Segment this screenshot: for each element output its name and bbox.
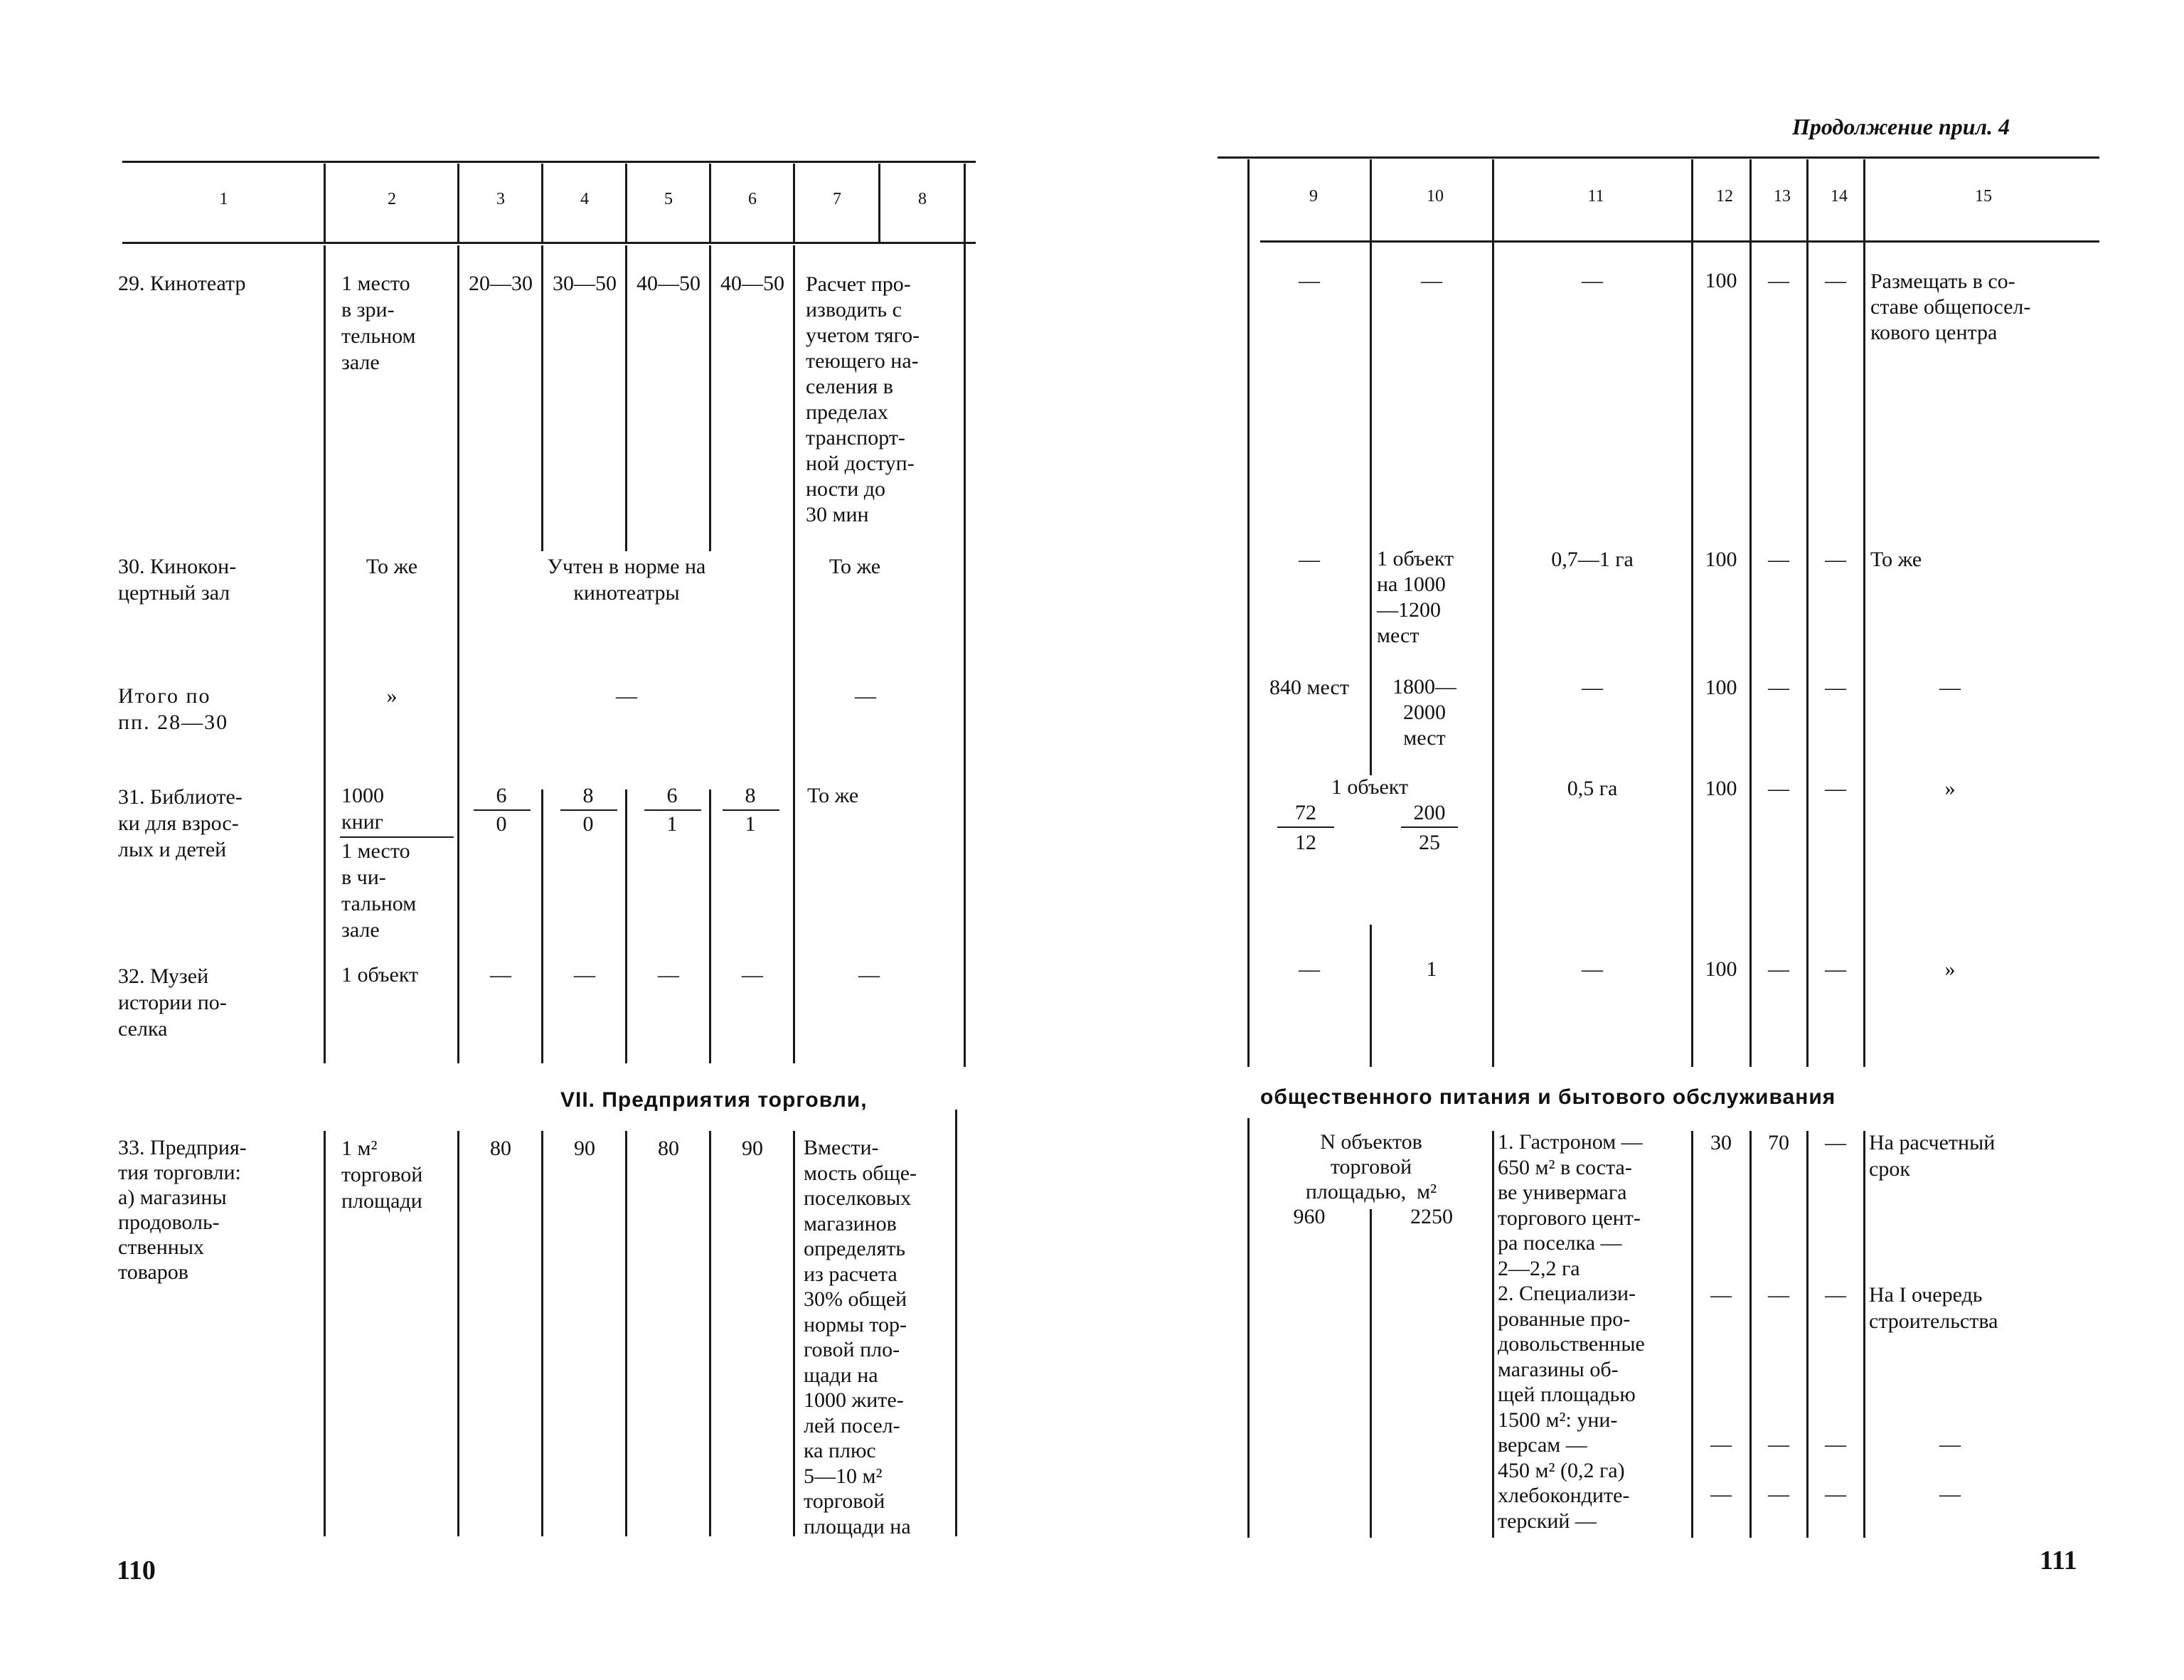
rule <box>324 1131 326 1536</box>
r33b-c14: — <box>1825 1283 1846 1307</box>
row31-note: То же <box>807 784 859 807</box>
row31-c3-den: 0 <box>496 812 507 836</box>
col-header-13: 13 <box>1774 187 1791 206</box>
r31-c14: — <box>1825 777 1846 800</box>
col-header-14: 14 <box>1831 187 1848 206</box>
row29-c5: 40—50 <box>636 272 701 295</box>
rule <box>1492 925 1494 1067</box>
total-c9: 840 мест <box>1269 676 1349 699</box>
rule <box>793 245 795 1063</box>
row29-c4: 30—50 <box>553 272 617 295</box>
r29-c11: — <box>1582 269 1603 292</box>
col-header-9: 9 <box>1309 187 1318 206</box>
rule <box>625 164 627 242</box>
rule <box>955 1110 957 1536</box>
col-header-5: 5 <box>664 190 673 208</box>
total-c14: — <box>1825 676 1846 699</box>
table-header-rule <box>122 242 976 244</box>
rule <box>878 164 880 242</box>
row31-c3-num: 6 <box>496 784 507 807</box>
r31-c11: 0,5 га <box>1567 777 1618 800</box>
row32-c5: — <box>658 963 679 987</box>
r32-c11: — <box>1582 957 1603 981</box>
rule <box>1863 159 1865 1067</box>
r33c-c13: — <box>1768 1432 1789 1456</box>
col-header-8: 8 <box>918 190 927 208</box>
row33-note: Вмести- мость обще- поселковых магазинов определять из расчета 30% общей нормы тор- говой пло- щади на 1000 жите- лей посел- ка плюс 5—10 м² торговой площади на <box>804 1136 917 1538</box>
col-header-11: 11 <box>1587 187 1604 206</box>
rule <box>541 164 543 242</box>
r33-c12: 30 <box>1710 1131 1732 1154</box>
row31-name: 31. Библиоте- ки для взрос- лых и детей <box>118 785 243 861</box>
table-top-rule <box>1218 156 2099 159</box>
row32-note: — <box>858 963 880 987</box>
rule <box>1691 159 1693 1067</box>
row31-unit-top: 1000 книг <box>341 784 384 834</box>
row33-name: 33. Предприя- тия торговли: а) магазины продоволь- ственных товаров <box>118 1136 247 1284</box>
right-page <box>1095 0 2184 1680</box>
rule <box>1749 1131 1752 1538</box>
row31-c4-num: 8 <box>582 784 594 807</box>
r33-c9: 960 <box>1293 1205 1326 1228</box>
row33-c6: 90 <box>742 1137 763 1160</box>
col-header-4: 4 <box>580 190 589 208</box>
row33-unit: 1 м² торговой площади <box>341 1137 423 1213</box>
page-number-right: 111 <box>2040 1546 2077 1575</box>
section-title-left: VII. Предприятия торговли, <box>560 1088 868 1112</box>
row31-c6-num: 8 <box>745 784 756 807</box>
r30-c15: То же <box>1870 548 1922 571</box>
r30-c9: — <box>1299 548 1320 571</box>
row29-c6: 40—50 <box>720 272 784 295</box>
total-c15: — <box>1939 676 1961 699</box>
fraction-line <box>1277 826 1334 828</box>
total-note: — <box>855 684 876 708</box>
section-title-right: общественного питания и бытового обслуживания <box>1260 1085 1836 1109</box>
col-header-15: 15 <box>1975 187 1992 206</box>
row30-unit: То же <box>366 555 418 578</box>
rule <box>1806 159 1809 1067</box>
r33b-c12: — <box>1710 1283 1732 1307</box>
row32-name: 32. Музей истории по- селка <box>118 964 227 1041</box>
row29-c3: 20—30 <box>469 272 533 295</box>
row30-merged: Учтен в норме на кинотеатры <box>547 555 706 605</box>
r33-c10: 2250 <box>1410 1205 1453 1228</box>
col-header-1: 1 <box>219 190 228 208</box>
r29-c13: — <box>1768 269 1789 292</box>
r33-c15: На расчетный срок <box>1869 1131 1996 1181</box>
total-c12: 100 <box>1705 676 1737 699</box>
r31-c9-10-top: 1 объект <box>1331 775 1409 799</box>
row29-note: Расчет про- изводить с учетом тяго- теющего на- селения в пределах транспорт- ной доступ- ности до 30 мин <box>806 272 920 526</box>
r31-c12: 100 <box>1705 777 1737 800</box>
rule <box>625 790 627 1063</box>
r32-c13: — <box>1768 957 1789 981</box>
rule <box>709 1131 711 1536</box>
r32-c10: 1 <box>1426 957 1437 981</box>
rule <box>793 164 795 242</box>
rule <box>1806 1131 1809 1538</box>
total-merged: — <box>616 684 637 708</box>
r30-c14: — <box>1825 548 1846 571</box>
r33-c11: 1. Гастроном — 650 м² в соста- ве универмага торгового цент- ра поселка — 2—2,2 га 2. Специализи- рованные про- довольственные магазины об- щей площадью 1500 м²: уни- версам — 450 м² (0,2 га) хлебокондите- терский — <box>1498 1130 1645 1533</box>
r33b-c13: — <box>1768 1283 1789 1307</box>
r31-c13: — <box>1768 777 1789 800</box>
row32-c3: — <box>490 963 511 987</box>
total-c13: — <box>1768 676 1789 699</box>
row32-c4: — <box>574 963 595 987</box>
total-c10: 1800— 2000 мест <box>1392 675 1456 750</box>
col-header-10: 10 <box>1427 187 1444 206</box>
r30-c13: — <box>1768 548 1789 571</box>
r29-c14: — <box>1825 269 1846 292</box>
r31-c10-num: 200 <box>1413 801 1446 824</box>
r33d-c12: — <box>1710 1482 1732 1506</box>
r32-c14: — <box>1825 957 1846 981</box>
row29-unit: 1 место в зри- тельном зале <box>341 272 416 374</box>
r33b-c15: На I очередь строительства <box>1869 1283 1998 1333</box>
r30-c10: 1 объект на 1000 —1200 мест <box>1377 547 1454 647</box>
r31-c10-den: 25 <box>1419 831 1440 854</box>
table-top-rule <box>122 161 976 163</box>
row29-name: 29. Кинотеатр <box>118 272 246 295</box>
r33-c14: — <box>1825 1131 1846 1154</box>
total-c11: — <box>1582 676 1603 699</box>
row30-name: 30. Кинокон- цертный зал <box>118 555 237 605</box>
rule <box>457 245 459 1063</box>
rule <box>793 1131 795 1536</box>
rule <box>1370 925 1372 1067</box>
table-header-rule <box>1260 240 2099 243</box>
row31-c5-num: 6 <box>666 784 678 807</box>
r31-c9-den: 12 <box>1295 831 1316 854</box>
row30-note: То же <box>829 555 881 578</box>
r29-c12: 100 <box>1705 269 1737 292</box>
row31-unit-bottom: 1 место в чи- тальном зале <box>341 839 417 942</box>
rule <box>1749 159 1752 1067</box>
col-header-12: 12 <box>1716 187 1733 206</box>
r31-c9-num: 72 <box>1295 801 1316 824</box>
rule <box>1247 159 1250 1067</box>
rule <box>1247 1118 1250 1538</box>
col-header-3: 3 <box>496 190 505 208</box>
rule <box>1492 1131 1494 1538</box>
r31-c15: » <box>1944 777 1956 800</box>
col-header-7: 7 <box>833 190 841 208</box>
row31-c6-den: 1 <box>745 812 756 836</box>
row31-c4-den: 0 <box>582 812 594 836</box>
rule <box>625 1131 627 1536</box>
rule <box>1370 159 1372 240</box>
running-header: Продолжение прил. 4 <box>1792 114 2010 139</box>
r33c-c14: — <box>1825 1432 1846 1456</box>
r30-c11: 0,7—1 га <box>1551 548 1634 571</box>
r33d-c15: — <box>1939 1482 1961 1506</box>
r33d-c14: — <box>1825 1482 1846 1506</box>
r30-c12: 100 <box>1705 548 1737 571</box>
r29-c15: Размещать в со- ставе общепосел- кового центра <box>1870 270 2031 344</box>
r33c-c15: — <box>1939 1432 1961 1456</box>
total-name: Итого по пп. 28—30 <box>118 684 229 734</box>
rule <box>709 790 711 1063</box>
rule <box>1863 1131 1865 1538</box>
row32-c6: — <box>742 963 763 987</box>
rule <box>1691 1131 1693 1538</box>
row32-unit: 1 объект <box>341 963 419 987</box>
fraction-line <box>1401 826 1458 828</box>
rule <box>324 164 326 242</box>
rule <box>709 164 711 242</box>
col-header-2: 2 <box>388 190 396 208</box>
r33d-c13: — <box>1768 1482 1789 1506</box>
col-header-6: 6 <box>748 190 757 208</box>
rule <box>964 164 966 1067</box>
r32-c9: — <box>1299 957 1320 981</box>
r33c-c12: — <box>1710 1432 1732 1456</box>
r29-c9: — <box>1299 269 1320 292</box>
row33-c4: 90 <box>574 1137 595 1160</box>
total-unit: » <box>386 684 398 708</box>
rule <box>1370 1209 1372 1538</box>
r29-c10: — <box>1421 269 1442 292</box>
row31-c5-den: 1 <box>666 812 678 836</box>
r33-c13: 70 <box>1768 1131 1789 1154</box>
r32-c15: » <box>1944 957 1956 981</box>
rule <box>457 1131 459 1536</box>
rule <box>457 164 459 242</box>
rule <box>324 245 326 1063</box>
r33-c9-10-label: N объектов торговой площадью, м² <box>1305 1130 1437 1203</box>
rule <box>541 790 543 1063</box>
r32-c12: 100 <box>1705 957 1737 981</box>
row33-c5: 80 <box>658 1137 679 1160</box>
page-number-left: 110 <box>117 1556 156 1585</box>
row33-c3: 80 <box>490 1137 511 1160</box>
rule <box>541 1131 543 1536</box>
